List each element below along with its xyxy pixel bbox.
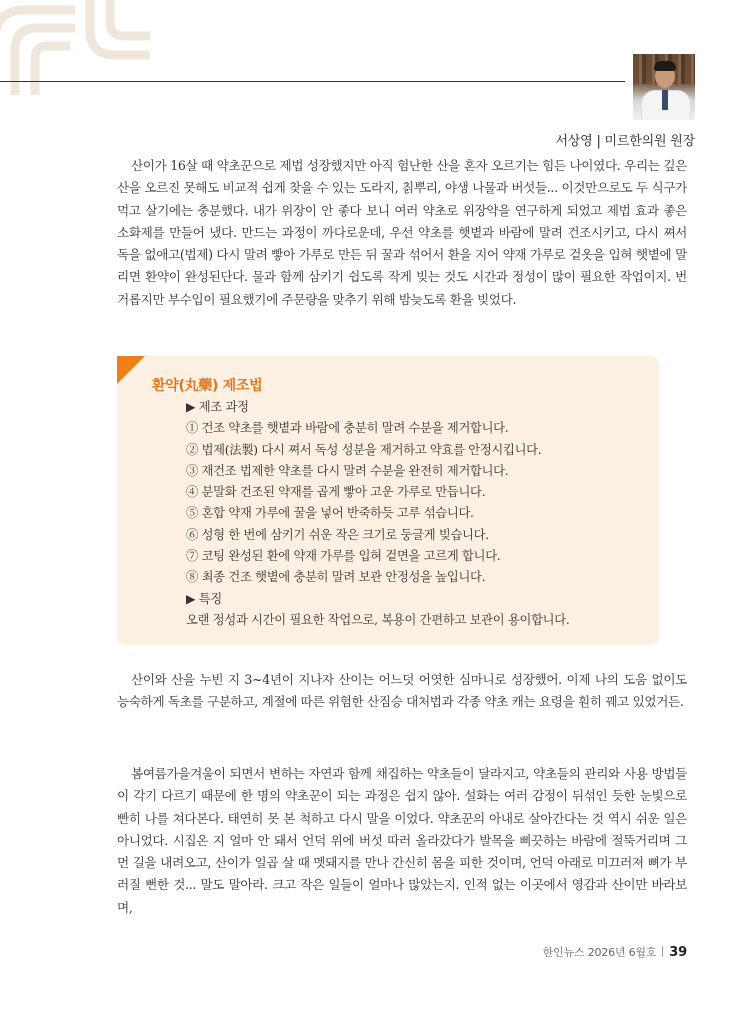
body-paragraph-2: 산이와 산을 누빈 지 3~4년이 지나자 산이는 어느덧 어엿한 심마니로 성장했어. 이제 나의 도움 없이도 능숙하게 독초를 구분하고, 계절에 따른 위험한 산짐승 대처법과 각종 약초 캐는 요령을 훤히 꿰고 있었거든. (117, 672, 687, 710)
process-step: ⑧ 최종 건조 햇볕에 충분히 말려 보관 안정성을 높입니다. (186, 570, 486, 585)
process-step: ④ 분말화 건조된 약재를 곱게 빻아 고운 가루로 만듭니다. (186, 485, 486, 500)
feature-description: 오랜 정성과 시간이 필요한 작업으로, 복용이 간편하고 보관이 용이합니다. (186, 612, 570, 627)
sidebar-box-title: 환약(丸藥) 제조법 (152, 378, 263, 394)
sidebar-box-list (186, 397, 569, 631)
author-byline: 서상영 | 미르한의원 원장 (555, 134, 695, 149)
recipe-sidebar-box (117, 356, 659, 645)
body-paragraph-1: 산이가 16살 때 약초꾼으로 제법 성장했지만 아직 험난한 산을 혼자 오르기는 힘든 나이였다. 우리는 깊은 산을 오르진 못해도 비교적 쉽게 찾을 수 있는 도라지, 칡뿌리, 야생 나물과 버섯들... 이것만으로도 두 식구가 먹고 살기에는 충분했다. 내가 위장이 안 좋다 보니 여러 약초로 위장약을 연구하게 되었고 제법 효과 좋은 소화제를 만들어 냈다. 만드는 과정이 까다로운데, 우선 약초를 햇볕과 바람에 말려 건조시키고, 다시 쪄서 독을 없애고(법제) 다시 말려 빻아 가루로 만든 뒤 꿀과 섞어서 환을 지어 약재 가루로 겉옷을 입혀 햇볕에 말리면 환약이 완성된단다. 물과 함께 삼키기 쉽도록 작게 빚는 것도 시간과 정성이 많이 필요한 작업이지. 번거롭지만 부수입이 필요했기에 주문량을 맞추기 위해 밤늦도록 환을 빚었다. (117, 158, 687, 307)
header-rule (0, 81, 625, 82)
sidebar-section-heading: ▶ 특징 (186, 591, 222, 606)
accent-corner (117, 356, 145, 384)
sidebar-section-heading: ▶ 제조 과정 (186, 400, 249, 414)
process-step: ⑦ 코팅 완성된 환에 약재 가루를 입혀 겉면을 고르게 합니다. (186, 549, 501, 564)
process-step: ③ 재건조 법제한 약초를 다시 말려 수분을 완전히 제거합니다. (186, 463, 509, 478)
body-paragraph-3: 봄여름가을겨울이 되면서 변하는 자연과 함께 채집하는 약초들이 달라지고, 약초들의 관리와 사용 방법들이 각기 다르기 때문에 한 명의 약초꾼이 되는 과정은 쉽지 않아. 설화는 여러 감정이 뒤섞인 듯한 눈빛으로 빤히 나를 쳐다본다. 태연히 못 본 척하고 다시 말을 이었다. 약초꾼의 아내로 살아간다는 것 역시 쉬운 일은 아니었다. 시집온 지 얼마 안 돼서 언덕 위에 버섯 따러 올라갔다가 발목을 삐끗하는 바람에 절뚝거리며 그 먼 길을 내려오고, 산이가 일곱 살 때 멧돼지를 만나 간신히 몸을 피한 것이며, 언덕 아래로 미끄러져 뼈가 부러질 뻔한 것... 말도 말아라. 크고 작은 일들이 얼마나 많았는지. 인적 없는 이곳에서 영감과 산이만 바라보며, (117, 766, 687, 915)
page-footer (543, 944, 687, 960)
process-step: ⑥ 성형 한 번에 삼키기 쉬운 작은 크기로 둥글게 빚습니다. (186, 527, 489, 542)
page-number: 39 (669, 945, 687, 960)
footer-divider (662, 946, 663, 957)
process-step: ② 법제(法製) 다시 쪄서 독성 성분을 제거하고 약효를 안정시킵니다. (186, 442, 542, 457)
author-photo (633, 54, 695, 120)
process-step: ① 건조 약초를 햇볕과 바람에 충분히 말려 수분을 제거합니다. (186, 421, 509, 436)
process-step: ⑤ 혼합 약재 가루에 꿀을 넣어 반죽하듯 고루 섞습니다. (186, 506, 474, 521)
publication-name: 한인뉴스 2026년 6월호 (542, 946, 657, 959)
